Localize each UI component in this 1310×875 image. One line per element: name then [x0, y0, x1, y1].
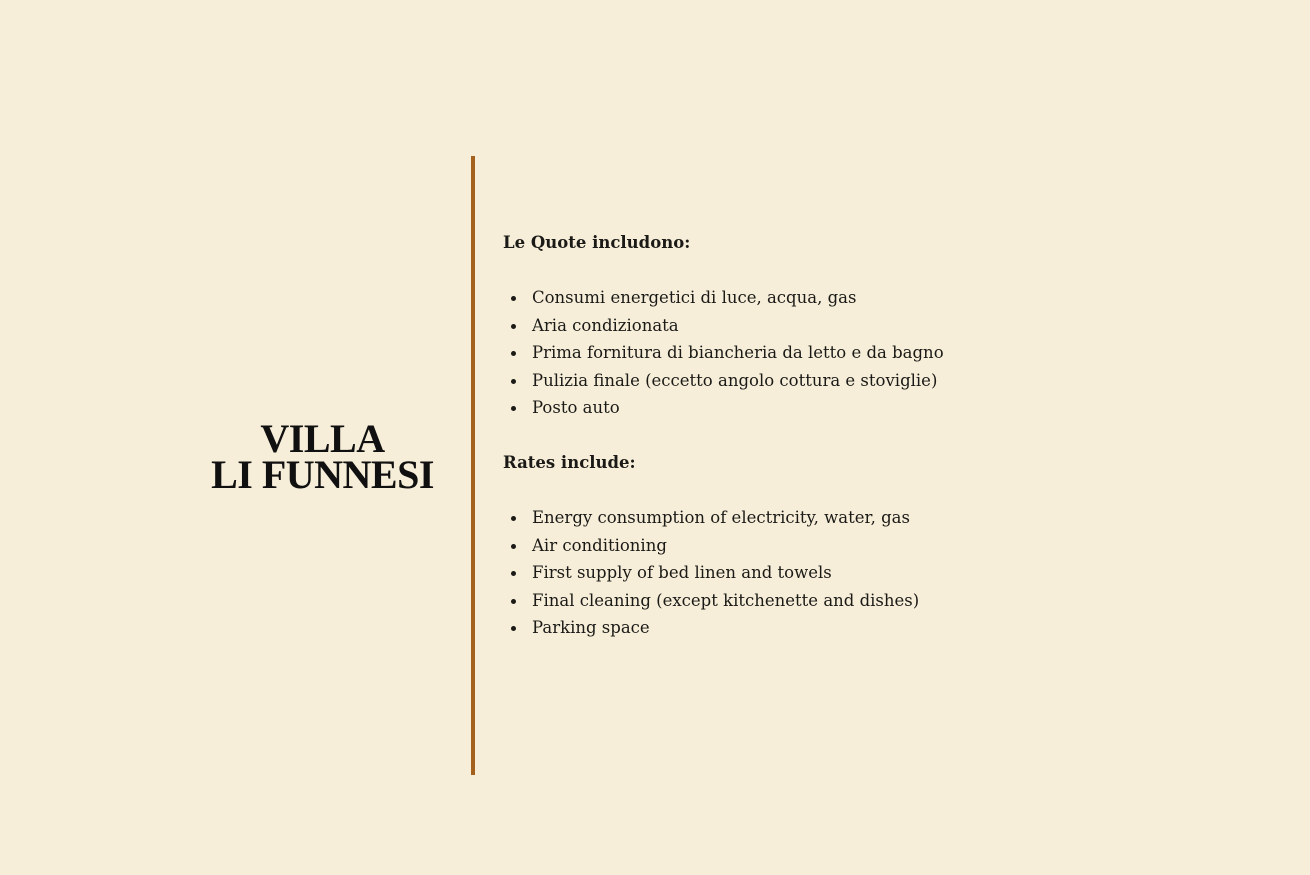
bullet-icon — [511, 324, 516, 329]
list-item — [503, 504, 1123, 532]
rates-content — [503, 229, 1123, 669]
title-line-2: LI FUNNESI — [211, 451, 434, 497]
villa-title — [180, 415, 465, 497]
list-item — [503, 532, 1123, 560]
list-item — [503, 394, 1123, 422]
list-item-text: Aria condizionata — [532, 315, 679, 335]
italian-heading: Le Quote includono: — [503, 233, 691, 252]
english-list — [503, 504, 1123, 642]
list-item-text: Air conditioning — [532, 535, 667, 555]
bullet-icon — [511, 406, 516, 411]
bullet-icon — [511, 544, 516, 549]
english-heading: Rates include: — [503, 452, 636, 472]
bullet-icon — [511, 626, 516, 631]
list-item-text: Parking space — [532, 618, 650, 638]
bullet-icon — [511, 599, 516, 604]
list-item — [503, 614, 1123, 642]
list-item — [503, 339, 1123, 367]
list-item — [503, 559, 1123, 587]
list-item-text: Prima fornitura di biancheria da letto e da bagno — [532, 343, 944, 363]
list-item — [503, 312, 1123, 340]
title-line-1: VILLA — [260, 415, 385, 461]
list-item-text: Consumi energetici di luce, acqua, gas — [532, 288, 857, 307]
list-item-text: Posto auto — [532, 398, 620, 418]
bullet-icon — [511, 379, 516, 384]
list-item-text: Pulizia finale (eccetto angolo cottura e stoviglie) — [532, 370, 938, 390]
italian-list — [503, 284, 1123, 422]
vertical-divider — [471, 156, 475, 775]
bullet-icon — [511, 571, 516, 576]
bullet-icon — [511, 351, 516, 356]
bullet-icon — [511, 296, 516, 301]
list-item-text: First supply of bed linen and towels — [532, 563, 832, 583]
list-item — [503, 284, 1123, 312]
list-item-text: Final cleaning (except kitchenette and dishes) — [532, 590, 920, 610]
list-item-text: Energy consumption of electricity, water, gas — [532, 507, 910, 527]
list-item — [503, 367, 1123, 395]
bullet-icon — [511, 516, 516, 521]
list-item — [503, 587, 1123, 615]
